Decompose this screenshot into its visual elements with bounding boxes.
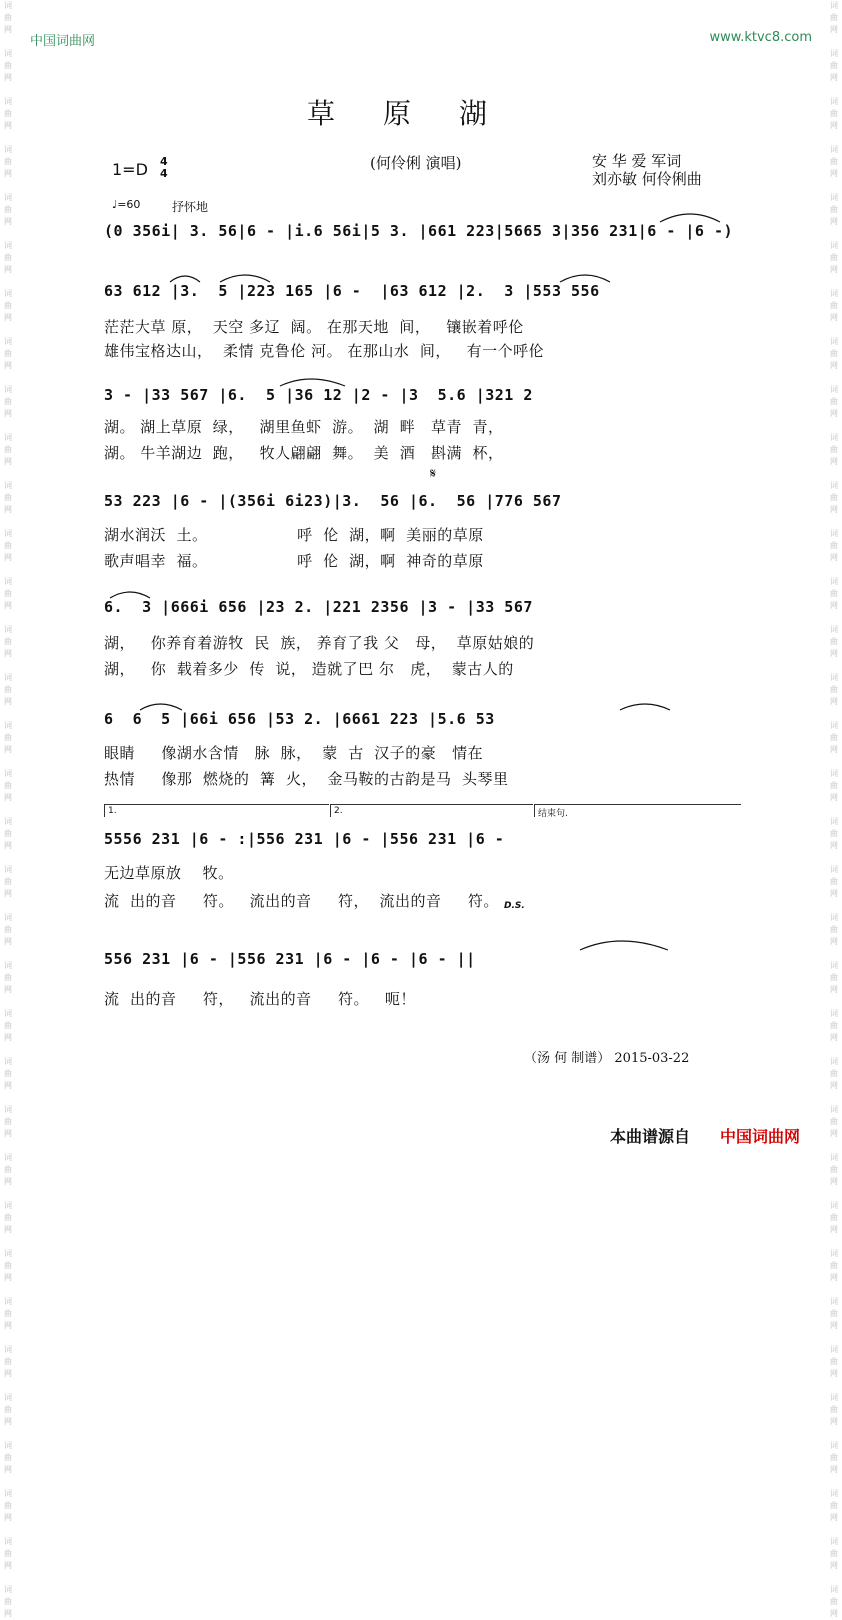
right-watermark-strip: 词 曲 网 词 曲 网 词 曲 网 词 曲 网 词 曲 网 词 曲 网 词 曲 网 词 曲 网 词 曲 网 词 曲 网 词 曲 网 词 曲 网 词 曲 网 词 曲 网 词 曲 网 词 曲 网 词 曲 网 词 曲 网 词 曲 网 词 曲 网 词 曲 网 词 曲 网 词 曲 网 词 曲 网 词 曲 网 词 曲 网 词 曲 网 词 曲 网 词 曲 网 词 曲 网 词 曲 网 词 曲 网 词 曲 网 词 曲 网 — [830, 1, 838, 1618]
slur-arc — [620, 704, 670, 710]
left-watermark-strip: 词 曲 网 词 曲 网 词 曲 网 词 曲 网 词 曲 网 词 曲 网 词 曲 网 词 曲 网 词 曲 网 词 曲 网 词 曲 网 词 曲 网 词 曲 网 词 曲 网 词 曲 网 词 曲 网 词 曲 网 词 曲 网 词 曲 网 词 曲 网 词 曲 网 词 曲 网 词 曲 网 词 曲 网 词 曲 网 词 曲 网 词 曲 网 词 曲 网 词 曲 网 词 曲 网 词 曲 网 词 曲 网 词 曲 网 词 曲 网 — [4, 1, 12, 1618]
lyric-line-6-verse-1: 眼睛 像湖水含情 脉 脉， 蒙 古 汉子的豪 情在 — [104, 744, 484, 762]
lyric-line-8: 流 出的音 符， 流出的音 符。 呃！ — [104, 990, 416, 1008]
score-maker-date: （汤 何 制谱） 2015-03-22 — [524, 1051, 690, 1066]
site-name-left[interactable]: 中国词曲网 — [30, 34, 96, 49]
lyric-line-7-verse-1: 无边草原放 牧。 — [104, 864, 234, 882]
song-title: 草原湖 — [306, 97, 535, 130]
segno-sign: 𝄋 — [430, 466, 437, 482]
lyric-line-2-verse-2: 雄伟宝格达山， 柔情 克鲁伦 河。 在那山水 间， 有一个呼伦 — [104, 342, 545, 360]
lyric-line-5-verse-2: 湖， 你 载着多少 传 说， 造就了巴 尔 虎， 蒙古人的 — [104, 660, 514, 678]
lyric-line-7-verse-2: 流 出的音 符。 流出的音 符， 流出的音 符。 — [104, 892, 499, 910]
slur-arc — [580, 941, 668, 950]
singer-credit: (何伶俐 演唱) — [370, 154, 462, 172]
first-ending-bracket: 1. — [104, 804, 329, 817]
second-ending-bracket: 2. — [330, 804, 533, 817]
key-signature: 1=D — [112, 160, 148, 179]
slur-arc — [660, 214, 720, 222]
tempo-mark: ♩=60 — [112, 198, 141, 211]
lyric-line-2-verse-1: 茫茫大草 原， 天空 多辽 阔。 在那天地 间， 镶嵌着呼伦 — [104, 318, 524, 336]
site-url-right[interactable]: www.ktvc8.com — [709, 30, 812, 45]
notes-line-8: 556 231 |6 - |556 231 |6 - |6 - |6 - || — [104, 950, 476, 968]
notes-line-4: 53 223 |6 - |(356i 6i23)|3. 56 |6. 56 |776 567 — [104, 492, 562, 510]
source-label: 本曲谱源自 — [610, 1127, 691, 1146]
lyric-line-3-verse-1: 湖。 湖上草原 绿， 湖里鱼虾 游。 湖 畔 草青 青， — [104, 418, 504, 436]
slur-arc — [220, 275, 270, 282]
lyric-line-3-verse-2: 湖。 牛羊湖边 跑， 牧人翩翩 舞。 美 酒 斟满 杯， — [104, 444, 504, 462]
lyricist-credit: 安 华 爱 军词 — [592, 152, 682, 170]
slur-arc — [110, 592, 150, 598]
notes-line-6: 6 6 5 |66i 656 |53 2. |6661 223 |5.6 53 — [104, 710, 495, 728]
final-ending-bracket: 结束句. — [534, 804, 741, 817]
source-brand-link[interactable]: 中国词曲网 — [720, 1127, 801, 1146]
expression-mark: 抒怀地 — [172, 200, 209, 214]
lyric-line-6-verse-2: 热情 像那 燃烧的 篝 火， 金马鞍的古韵是马 头琴里 — [104, 770, 509, 788]
slur-arc — [140, 704, 182, 710]
lyric-line-5-verse-1: 湖， 你养育着游牧 民 族， 养育了我 父 母， 草原姑娘的 — [104, 634, 535, 652]
notes-line-5: 6. 3 |666i 656 |23 2. |221 2356 |3 - |33 567 — [104, 598, 533, 616]
dal-segno-mark: D.S. — [504, 901, 525, 911]
notes-line-3: 3 - |33 567 |6. 5 |36 12 |2 - |3 5.6 |321 2 — [104, 386, 533, 404]
composer-credit: 刘亦敏 何伶俐曲 — [592, 170, 702, 188]
notes-line-2: 63 612 |3. 5 |223 165 |6 - |63 612 |2. 3 |553 556 — [104, 282, 600, 300]
slur-arc — [280, 379, 345, 386]
notes-line-7: 5556 231 |6 - :|556 231 |6 - |556 231 |6 - — [104, 830, 505, 848]
meter-bottom: 4 — [160, 167, 168, 180]
notes-line-1: (0 356i| 3. 56|6 - |i.6 56i|5 3. |661 223|5665 3|356 231|6 - |6 -) — [104, 222, 734, 240]
lyric-line-4-verse-1: 湖水润沃 土。 呼 伦 湖，啊 美丽的草原 — [104, 526, 484, 544]
lyric-line-4-verse-2: 歌声唱幸 福。 呼 伦 湖，啊 神奇的草原 — [104, 552, 484, 570]
slur-arc — [170, 276, 200, 282]
meter-top: 4 — [160, 155, 168, 168]
slur-arc — [560, 275, 610, 282]
